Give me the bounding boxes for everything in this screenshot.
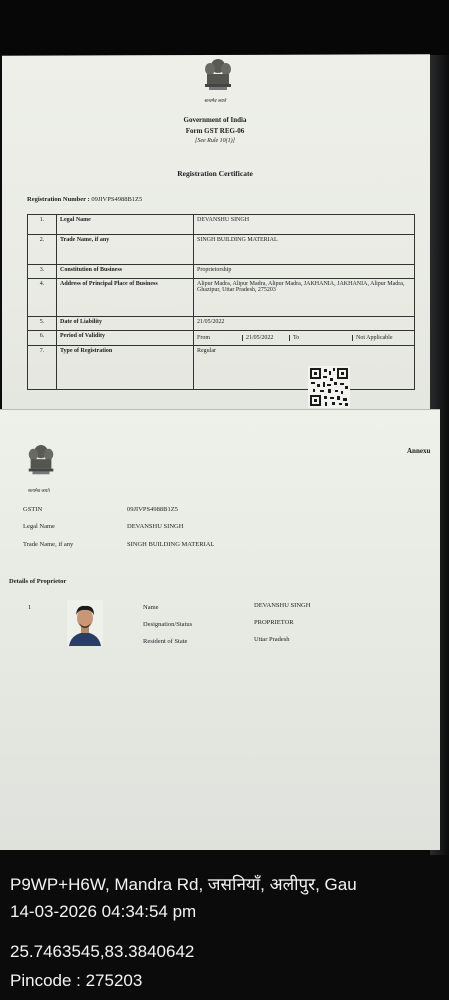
rule-reference: [See Rule 10(1)] [195,138,235,144]
gstin-label: GSTIN [23,506,43,513]
row-value: Regular [194,346,415,390]
annexure-sheet [0,410,440,850]
row-value: Proprietorship [194,265,415,279]
emblem-caption: सत्यमेव जयते [204,98,226,103]
trade-name-value: SINGH BUILDING MATERIAL [127,541,215,548]
registration-number-value: 09JIVPS4988B1Z5 [91,196,143,203]
geotag-address: P9WP+H6W, Mandra Rd, जसनियाँ, अलीपुर, Gau [10,875,357,894]
national-emblem-icon [200,56,236,98]
geotag-pincode: Pincode : 275203 [10,971,143,990]
validity-to-value: Not Applicable [356,335,393,341]
validity-from-label: From [194,335,243,341]
national-emblem-icon [24,441,58,483]
table-row [28,235,415,265]
row-number: 3. [28,265,57,279]
row-value: SINGH BUILDING MATERIAL [194,235,415,265]
row-number: 1. [28,215,57,235]
table-row [28,331,415,346]
validity-to-label: To [290,335,353,341]
name-label: Name [143,604,159,611]
top-dark-band [0,0,449,55]
row-number: 2. [28,235,57,265]
validity-cell [194,331,415,346]
registration-table [27,214,415,390]
designation-label: Designation/Status [143,621,193,628]
validity-from-date: 21/05/2022 [243,335,290,341]
row-label: Type of Registration [57,346,194,390]
emblem-caption: सत्यमेव जयते [28,488,50,493]
table-row [28,346,415,390]
name-value: DEVANSHU SINGH [254,602,311,609]
row-label: Trade Name, if any [57,235,194,265]
government-heading: Government of India [183,116,247,124]
proprietor-photo [67,600,103,646]
legal-name-value: DEVANSHU SINGH [127,523,184,530]
resident-label: Resident of State [143,638,188,645]
row-label: Period of Validity [57,331,194,346]
annexure-title: Annexu [407,447,431,455]
table-row [28,317,415,331]
registration-number-label: Registration Number : [27,196,90,203]
registration-number-line [27,196,142,203]
legal-name-label: Legal Name [23,523,55,530]
table-row [28,265,415,279]
resident-value: Uttar Pradesh [254,636,290,643]
geotag-datetime: 14-03-2026 04:34:54 pm [10,902,197,921]
row-number: 7. [28,346,57,390]
proprietor-index: 1 [28,604,32,611]
row-number: 5. [28,317,57,331]
row-number: 6. [28,331,57,346]
proprietor-heading: Details of Proprietor [9,578,67,585]
row-label: Date of Liability [57,317,194,331]
table-row [28,215,415,235]
certificate-title: Registration Certificate [177,169,253,178]
table-row [28,279,415,317]
row-value: Alipur Madra, Alipur Madra, Alipur Madra, JAKHANIA, JAKHANIA, Alipur Madra, Ghazipur, Uttar Pradesh, 275203 [194,279,415,317]
row-value: DEVANSHU SINGH [194,215,415,235]
qr-code-icon [308,366,350,408]
row-label: Constitution of Business [57,265,194,279]
form-heading: Form GST REG-06 [185,127,245,135]
gstin-value: 09JIVPS4988B1Z5 [127,506,178,513]
row-number: 4. [28,279,57,317]
designation-value: PROPRIETOR [254,619,294,626]
trade-name-label: Trade Name, if any [23,541,74,548]
geotag-coordinates: 25.7463545,83.3840642 [10,942,195,961]
row-label: Legal Name [57,215,194,235]
row-label: Address of Principal Place of Business [57,279,194,317]
row-value: 21/05/2022 [194,317,415,331]
